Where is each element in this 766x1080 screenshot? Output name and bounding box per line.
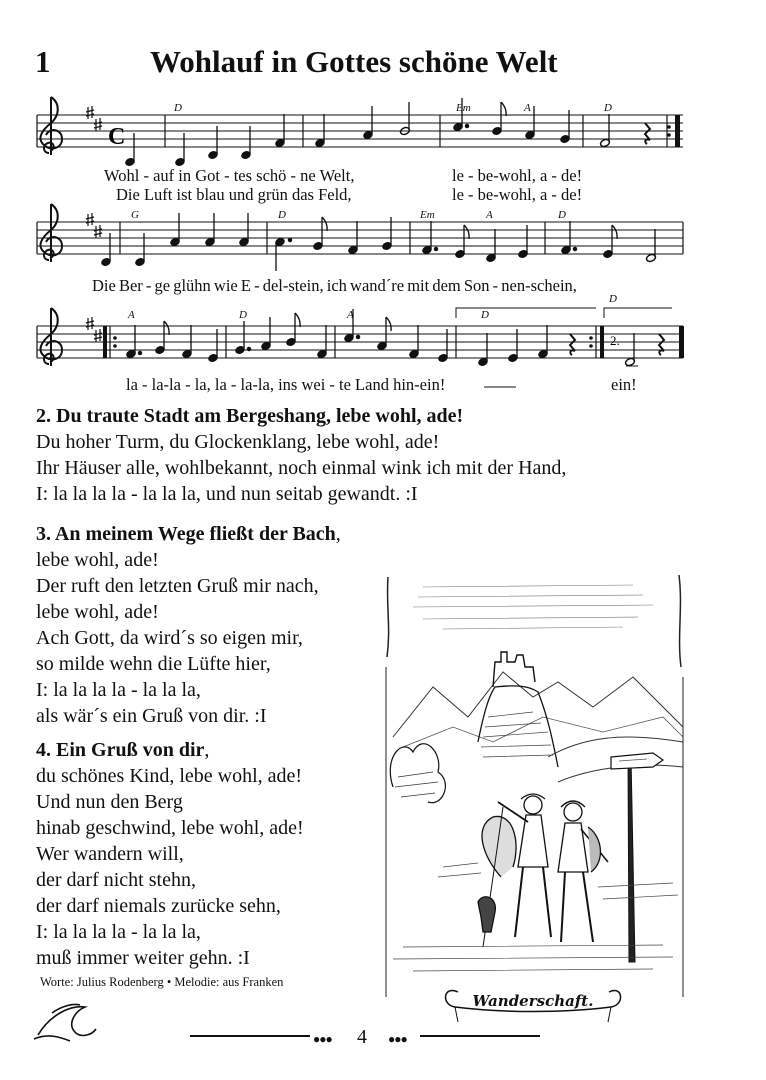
footer-rule-left bbox=[190, 1035, 310, 1037]
chord: Em bbox=[420, 209, 435, 221]
chord: D bbox=[604, 102, 612, 114]
verse-line: als wär´s ein Gruß von dir. :I bbox=[36, 705, 267, 727]
chord: D bbox=[278, 209, 286, 221]
chord: D bbox=[609, 293, 617, 305]
verse-line: Und nun den Berg bbox=[36, 791, 183, 813]
staff-line-1 bbox=[37, 97, 683, 166]
verse-heading-tail: , bbox=[335, 523, 341, 545]
chord: D bbox=[558, 209, 566, 221]
verse-line: I: la la la la - la la la, und nun seitab gewandt. :I bbox=[36, 483, 418, 505]
lyric-line-1-verse-1: Wohl - auf in Got - tes schö - ne Welt, bbox=[104, 166, 355, 185]
verse-line: der darf niemals zurücke sehn, bbox=[36, 895, 281, 917]
volta-2-label: 2. bbox=[610, 333, 620, 348]
verse-line: I: la la la la - la la la, bbox=[36, 679, 201, 701]
chord: A bbox=[524, 102, 531, 114]
svg-text:C: C bbox=[108, 124, 126, 150]
chord: G bbox=[131, 209, 139, 221]
footer-dots-left-icon: ●●● bbox=[313, 1032, 332, 1046]
lyric-line-3-end: ein! bbox=[611, 375, 637, 394]
chord: A bbox=[486, 209, 493, 221]
verse-line: Wer wandern will, bbox=[36, 843, 184, 865]
lyric-line-3: la - la-la - la, la - la-la, ins wei - te Land hin-ein! bbox=[126, 375, 446, 394]
verse-line: Ihr Häuser alle, wohlbekannt, noch einmal wink ich mit der Hand, bbox=[36, 457, 567, 479]
chord: A bbox=[347, 309, 354, 321]
verse-heading-tail: , bbox=[204, 739, 210, 761]
credits: Worte: Julius Rodenberg • Melodie: aus Franken bbox=[40, 975, 284, 989]
lyric-line-1-verse-1-end: le - be-wohl, a - de! bbox=[452, 166, 583, 185]
verse-line: so milde wehn die Lüfte hier, bbox=[36, 653, 271, 675]
verse-line: muß immer weiter gehn. :I bbox=[36, 947, 250, 969]
song-title: Wohlauf in Gottes schöne Welt bbox=[150, 44, 558, 79]
chord: D bbox=[481, 309, 489, 321]
lyric-line-1-verse-2: Die Luft ist blau und grün das Feld, bbox=[116, 185, 352, 204]
chord: D bbox=[239, 309, 247, 321]
footer-rule-right bbox=[420, 1035, 540, 1037]
verse-2 bbox=[36, 403, 566, 507]
lyric-line-2: Die Ber - ge glühn wie E - del-stein, ich wand´re mit dem Son - nen-schein, bbox=[92, 276, 577, 295]
verse-line: der darf nicht stehn, bbox=[36, 869, 196, 891]
lyric-line-1-verse-2-end: le - be-wohl, a - de! bbox=[452, 185, 583, 204]
verse-line: Du hoher Turm, du Glockenklang, lebe wohl, ade! bbox=[36, 431, 440, 453]
wanderschaft-illustration bbox=[383, 567, 688, 1032]
verse-heading: 4. Ein Gruß von dir bbox=[36, 739, 205, 761]
illustration-banner: Wanderschaft. bbox=[472, 992, 594, 1010]
verse-line: Ach Gott, da wird´s so eigen mir, bbox=[36, 627, 303, 649]
sheet-music bbox=[0, 0, 766, 400]
song-number: 1 bbox=[35, 44, 51, 79]
verse-line: lebe wohl, ade! bbox=[36, 601, 159, 623]
verse-line: I: la la la la - la la la, bbox=[36, 921, 201, 943]
verse-line: lebe wohl, ade! bbox=[36, 549, 159, 571]
verse-heading: 2. Du traute Stadt am Bergeshang, lebe wohl, ade! bbox=[36, 405, 464, 427]
chord: Em bbox=[456, 102, 471, 114]
verse-4 bbox=[36, 737, 304, 971]
verse-line: du schönes Kind, lebe wohl, ade! bbox=[36, 765, 303, 787]
chord: D bbox=[174, 102, 182, 114]
verse-heading: 3. An meinem Wege fließt der Bach bbox=[36, 523, 336, 545]
footer-dots-right-icon: ●●● bbox=[388, 1032, 407, 1046]
ornament-icon bbox=[30, 995, 110, 1045]
page-number: 4 bbox=[357, 1026, 367, 1048]
chord: A bbox=[128, 309, 135, 321]
verse-3 bbox=[36, 521, 341, 729]
verse-line: Der ruft den letzten Gruß mir nach, bbox=[36, 575, 319, 597]
verse-line: hinab geschwind, lebe wohl, ade! bbox=[36, 817, 304, 839]
